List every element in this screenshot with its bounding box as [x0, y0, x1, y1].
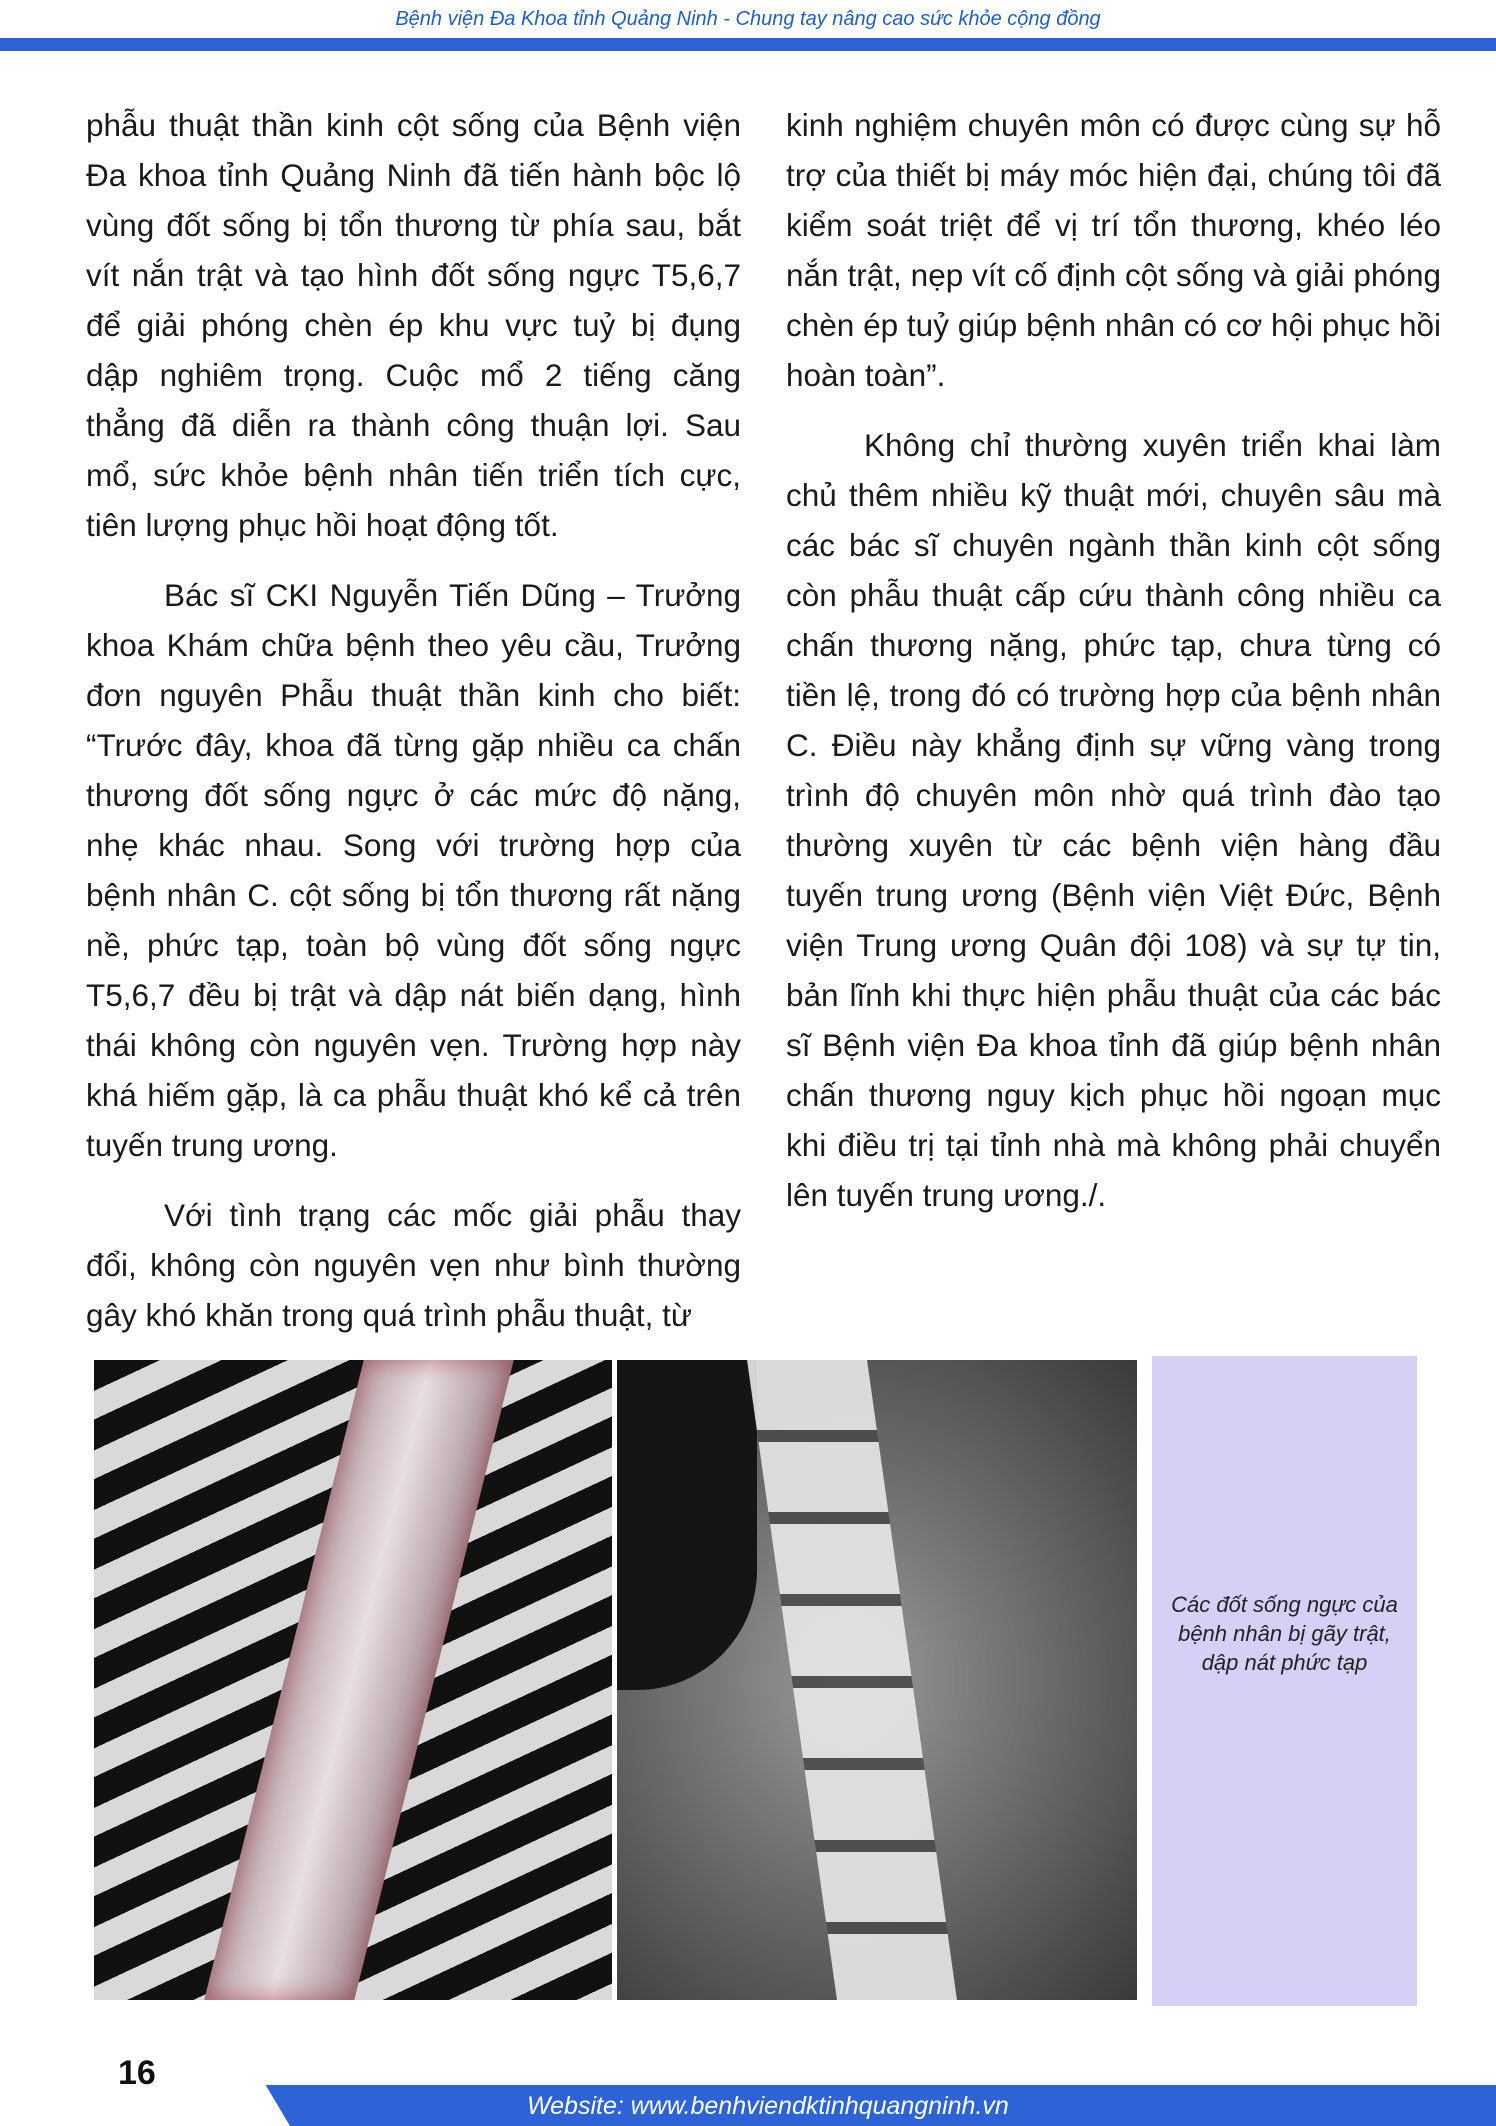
paragraph: Bác sĩ CKI Nguyễn Tiến Dũng – Trưởng khoa Khám chữa bệnh theo yêu cầu, Trưởng đơn nguyên Phẫu thuật thần kinh cho biết: “Trước đây, khoa đã từng gặp nhiều ca chấn thương đốt sống ngực ở các mức độ nặng, nhẹ khác nhau. Song với trường hợp của bệnh nhân C. cột sống bị tổn thương rất nặng nề, phức tạp, toàn bộ vùng đốt sống ngực T5,6,7 đều bị trật và dập nát biến dạng, hình thái không còn nguyên vẹn. Trường hợp này khá hiếm gặp, là ca phẫu thuật khó kể cả trên tuyến trung ương.: [86, 577, 741, 1163]
left-column: [86, 100, 741, 1360]
paragraph: Không chỉ thường xuyên triển khai làm chủ thêm nhiều kỹ thuật mới, chuyên sâu mà các bác sĩ chuyên ngành thần kinh cột sống còn phẫu thuật cấp cứu thành công nhiều ca chấn thương nặng, phức tạp, chưa từng có tiền lệ, trong đó có trường hợp của bệnh nhân C. Điều này khẳng định sự vững vàng trong trình độ chuyên môn nhờ quá trình đào tạo thường xuyên từ các bệnh viện hàng đầu tuyến trung ương (Bệnh viện Việt Đức, Bệnh viện Trung ương Quân đội 108) và sự tự tin, bản lĩnh khi thực hiện phẫu thuật của các bác sĩ Bệnh viện Đa khoa tỉnh đã giúp bệnh nhân chấn thương nguy kịch phục hồi ngoạn mục khi điều trị tại tỉnh nhà mà không phải chuyển lên tuyến trung ương./.: [786, 427, 1441, 1213]
spine-3d-ct-image: [94, 1360, 612, 2000]
page-header: [0, 0, 1496, 38]
vertebral-column: [747, 1360, 957, 2000]
website-link[interactable]: Website: www.benhviendktinhquangninh.vn: [527, 2092, 1009, 2120]
figure-caption: Các đốt sống ngực của bệnh nhân bị gãy trật, dập nát phức tạp: [1171, 1592, 1398, 1675]
paragraph: kinh nghiệm chuyên môn có được cùng sự hỗ trợ của thiết bị máy móc hiện đại, chúng tôi đã kiểm soát triệt để vị trí tổn thương, khéo léo nắn trật, nẹp vít cố định cột sống và giải phóng chèn ép tuỷ giúp bệnh nhân có cơ hội phục hồi hoàn toàn”.: [786, 107, 1441, 393]
paragraph: Với tình trạng các mốc giải phẫu thay đổi, không còn nguyên vẹn như bình thường gây khó khăn trong quá trình phẫu thuật, từ: [86, 1197, 741, 1333]
figure-caption-box: [1152, 1356, 1417, 2006]
spine-render: [204, 1360, 514, 2000]
scan-dark-region: [617, 1360, 757, 1690]
right-column: [786, 100, 1441, 1240]
header-bar: [0, 38, 1496, 51]
paragraph: phẫu thuật thần kinh cột sống của Bệnh viện Đa khoa tỉnh Quảng Ninh đã tiến hành bộc lộ vùng đốt sống bị tổn thương từ phía sau, bắt vít nắn trật và tạo hình đốt sống ngực T5,6,7 để giải phóng chèn ép khu vực tuỷ bị đụng dập nghiêm trọng. Cuộc mổ 2 tiếng căng thẳng đã diễn ra thành công thuận lợi. Sau mổ, sức khỏe bệnh nhân tiến triển tích cực, tiên lượng phục hồi hoạt động tốt.: [86, 107, 741, 543]
spine-ct-scan-image: [617, 1360, 1137, 2000]
page-number: 16: [118, 2054, 156, 2092]
header-tagline: Bệnh viện Đa Khoa tỉnh Quảng Ninh - Chung tay nâng cao sức khỏe cộng đồng: [395, 8, 1101, 30]
